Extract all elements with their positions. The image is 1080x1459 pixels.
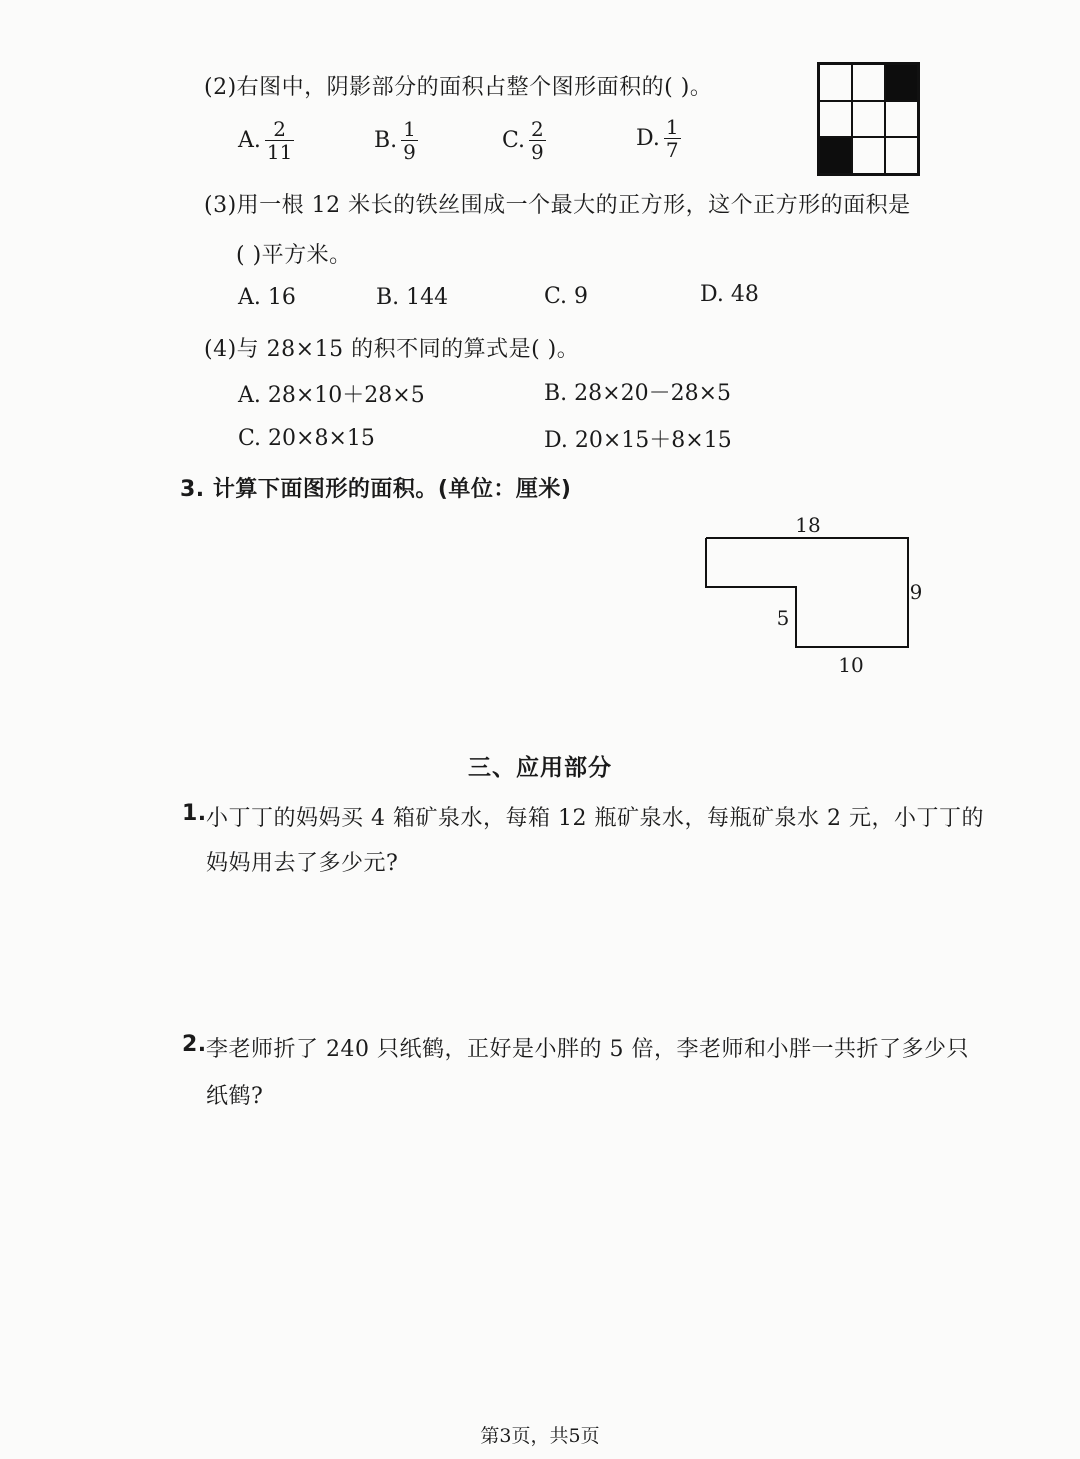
q3-option-b: B. 144	[376, 285, 449, 310]
q4-option-b: B. 28×20－28×5	[544, 381, 732, 406]
label-bottom-length: 10	[838, 653, 864, 677]
q2-option-b	[374, 118, 418, 163]
q3-option-d: D. 48	[700, 282, 759, 307]
section-title: 三、应用部分	[468, 755, 612, 781]
grid-cell	[852, 64, 885, 101]
fraction-denominator: 7	[665, 138, 679, 162]
fraction-denominator: 11	[266, 140, 293, 164]
problem-1-number: 1.	[182, 801, 207, 826]
q2-option-d	[636, 116, 681, 161]
q3-option-c: C. 9	[544, 284, 589, 309]
fraction-denominator: 9	[531, 140, 544, 164]
q2-option-b-label: B.	[374, 128, 398, 153]
problem-2-number: 2.	[182, 1032, 207, 1057]
q2-option-c	[502, 118, 546, 163]
q3-option-a: A. 16	[238, 285, 296, 310]
fraction-numerator: 1	[403, 117, 416, 141]
q2-option-b-fraction	[401, 118, 418, 163]
grid-cell	[885, 137, 918, 174]
q2-option-a-label: A.	[238, 128, 261, 153]
q2-option-c-label: C.	[502, 128, 526, 153]
q2-option-d-label: D.	[636, 126, 660, 151]
q3-text-line2: ( )平方米。	[236, 243, 352, 268]
q4-option-d: D. 20×15＋8×15	[544, 428, 732, 453]
label-right-length: 9	[909, 580, 923, 604]
q2-option-c-fraction	[529, 118, 546, 163]
grid-cell	[852, 101, 885, 138]
grid-cell	[819, 101, 852, 138]
q4-option-a: A. 28×10＋28×5	[238, 383, 425, 408]
q2-option-d-fraction	[664, 116, 681, 161]
grid-cell	[852, 137, 885, 174]
problem-1-line2: 妈妈用去了多少元?	[206, 851, 399, 876]
calc-area-title: 3. 计算下面图形的面积。(单位：厘米)	[180, 477, 572, 502]
q2-option-a-fraction	[265, 118, 294, 163]
label-top-length: 18	[795, 513, 821, 537]
fraction-numerator: 2	[265, 118, 294, 141]
q4-option-c: C. 20×8×15	[238, 426, 375, 451]
shaded-grid-figure	[817, 62, 920, 176]
q2-option-a	[238, 118, 294, 163]
problem-2-line2: 纸鹤?	[206, 1084, 264, 1109]
problem-2-line1: 李老师折了 240 只纸鹤，正好是小胖的 5 倍，李老师和小胖一共折了多少只	[206, 1037, 969, 1062]
grid-cell-shaded	[819, 137, 852, 174]
fraction-numerator: 2	[531, 117, 544, 141]
fraction-denominator: 9	[403, 140, 416, 164]
q3-text-line1: (3)用一根 12 米长的铁丝围成一个最大的正方形，这个正方形的面积是	[204, 193, 911, 218]
fraction-numerator: 1	[665, 115, 679, 139]
page-footer: 第3页，共5页	[480, 1425, 600, 1447]
grid-cell-shaded	[885, 64, 918, 101]
q4-text: (4)与 28×15 的积不同的算式是( )。	[204, 337, 580, 362]
composite-shape-figure	[690, 510, 940, 690]
problem-1-line1: 小丁丁的妈妈买 4 箱矿泉水，每箱 12 瓶矿泉水，每瓶矿泉水 2 元，小丁丁的	[206, 806, 984, 831]
q2-text: (2)右图中，阴影部分的面积占整个图形面积的( )。	[204, 75, 713, 100]
composite-shape-outline	[706, 538, 908, 647]
grid-cell	[885, 101, 918, 138]
label-inner-length: 5	[776, 606, 790, 630]
grid-cell	[819, 64, 852, 101]
